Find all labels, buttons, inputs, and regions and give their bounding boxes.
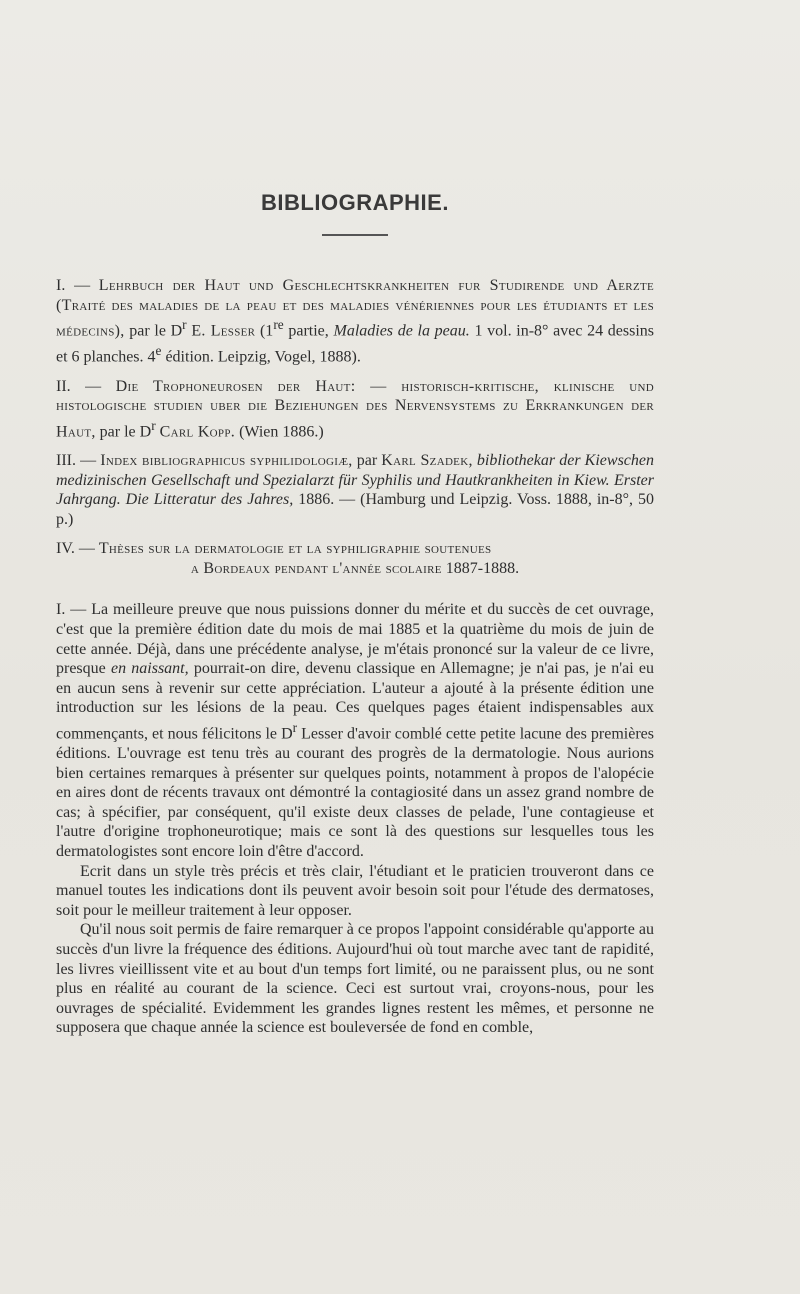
paragraph: Ecrit dans un style très précis et très clair, l'étudiant et le praticien trouveront dans ce manuel toutes les indications dont ils peuvent avoir besoin soit pour l'étude des dermatoses, soit pour le meilleur traitement à leur opposer. — [56, 862, 654, 919]
entry-superscript: re — [273, 317, 284, 332]
entry-italic: bibliothekar der Kiewschen medizinischen Gesellschaft und Spezialarzt für Syphilis und Hautkrankheiten in Kiew. Erster Jahrgang. Die Litteratur des Jahres, — [56, 452, 655, 509]
entry-text: par — [352, 452, 382, 470]
entry-title: a Bordeaux pendant l'année scolaire — [190, 559, 442, 577]
entry-title: Index bibliographicus syphilidologiæ, — [100, 452, 353, 470]
entry-text: 1887-1888. — [441, 559, 520, 577]
entry-text: 1 vol. in-8° avec 24 dessins et 6 planches. 4 — [56, 322, 655, 366]
paragraph-text: pourrait-on dire, devenu classique en Allemagne; je n'ai pas, je n'ai eu en aucun sens à revenir sur cette appréciation. L'auteur a ajouté à la présente édition une introduction sur les lésions de la peau. Ces quelques pages étaient indispensables aux commençants, et nous félicitons le D — [56, 660, 654, 743]
entry-text: (Wien 1886.) — [235, 422, 324, 440]
page-title: BIBLIOGRAPHIE. — [261, 190, 449, 215]
title-divider — [322, 234, 388, 236]
entry-author: E. Lesser — [191, 322, 256, 340]
paragraph — [56, 600, 654, 861]
bibliography-entry-4 — [56, 539, 654, 578]
entry-text: partie, — [283, 322, 334, 340]
entry-superscript: r — [182, 317, 187, 332]
entry-text: par le D — [124, 322, 183, 340]
entry-number: II. — — [56, 377, 116, 395]
paragraph-italic: en naissant, — [110, 660, 189, 678]
entry-title-line-2 — [56, 559, 654, 579]
bibliography-entry-1 — [56, 276, 654, 367]
entry-title: Lehrbuch der Haut und Geschlechtskrankheiten fur Studirende und Aerzte (Traité des maladies de la peau et des maladies vénériennes pour les étudiants et les médecins), — [56, 277, 654, 340]
entry-text: (1 — [255, 322, 274, 340]
entry-title: Thèses sur la dermatologie et la syphiligraphie soutenues — [98, 540, 492, 558]
entry-superscript: e — [155, 342, 162, 358]
page-content — [56, 190, 654, 1038]
review-body — [56, 600, 654, 1037]
entry-number: I. — — [56, 277, 99, 294]
entry-number: IV. — — [56, 540, 99, 558]
bibliography-entry-2 — [56, 377, 654, 442]
entry-text: édition. Leipzig, Vogel, 1888). — [161, 348, 361, 366]
bibliography-entry-3 — [56, 451, 654, 529]
paragraph-text: I. — La meilleure preuve que nous puissions donner du mérite et du succès de cet ouvrage, c'est que la première édition date du mois de mai 1885 et la quatrième du mois de juin de cette année. Déjà, dans une précédente analyse, je m'étais prononcé sur la valeur de ce livre, presque — [56, 601, 654, 678]
entry-superscript: r — [151, 417, 156, 433]
entry-author: Carl Kopp. — [159, 422, 236, 440]
entry-text: 1886. — (Hamburg und Leipzig. Voss. 1888, in-8°, 50 p.) — [56, 491, 654, 528]
entry-author: Karl Szadek, — [381, 452, 473, 470]
paragraph: Qu'il nous soit permis de faire remarquer à ce propos l'appoint considérable qu'apporte au succès d'un livre la fréquence des éditions. Aujourd'hui où tout marche avec tant de rapidité, les livres vieillissent vite et au bout d'un temps fort limité, ou ne paraissent plus, ou ne sont plus en réalité au courant de la science. Ceci est surtout vrai, croyons-nous, pour les ouvrages de spécialité. Evidemment les grandes lignes restent les mêmes, et personne ne supposera que chaque année la science est bouleversée de fond en comble, — [56, 921, 654, 1037]
paragraph-text: Lesser d'avoir comblé cette petite lacune des premières éditions. L'ouvrage est tenu très au courant des progrès de la dermatologie. Nous aurions bien certaines remarques à présenter sur quelques points, notamment à propos de l'alopécie en aires dont de récents travaux ont démontré la contagiosité dans un assez grand nombre de cas; à spécifier, par conséquent, qu'il existe deux classes de pelade, l'une contagieuse et l'autre d'origine trophoneurotique; mais ce sont là des questions sur lesquelles tous les dermatologistes sont encore loin d'être d'accord. — [56, 725, 654, 860]
entry-italic: Maladies de la peau. — [333, 322, 470, 340]
entry-title: Die Trophoneurosen der Haut: — historisch-kritische, klinische und histologische studien uber die Beziehungen des Nervensystems zu Erkrankungen der Haut, — [56, 377, 655, 440]
entry-text: par le D — [95, 422, 152, 440]
entry-number: III. — — [56, 452, 101, 470]
paragraph-superscript: r — [292, 720, 298, 736]
